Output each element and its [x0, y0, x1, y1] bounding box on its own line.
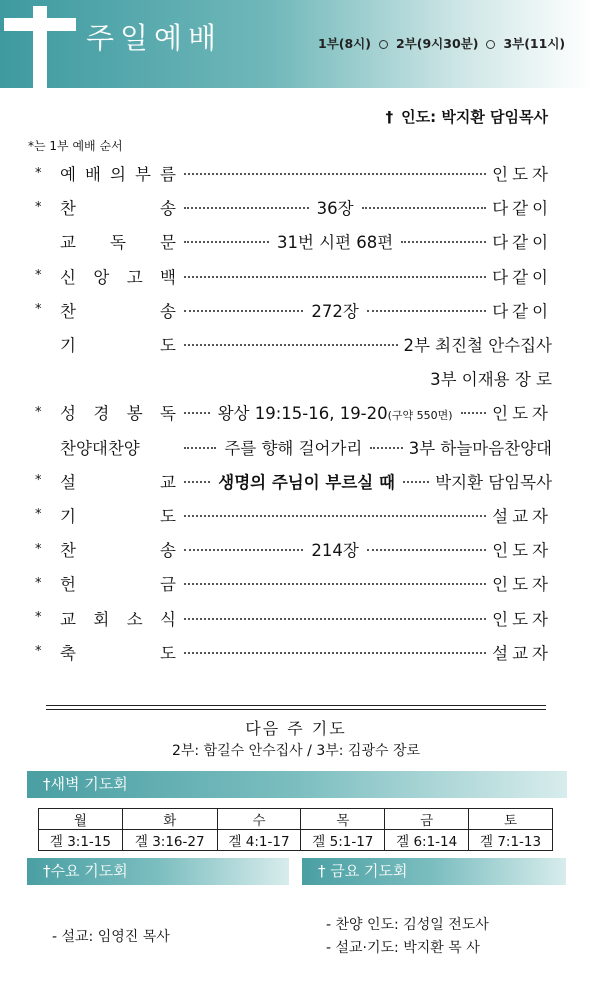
- leader-dots: [184, 276, 486, 278]
- leader-dots: [184, 652, 486, 654]
- order-name: [60, 298, 178, 322]
- order-name-char: 송: [160, 301, 176, 321]
- order-name-char: 도: [160, 506, 176, 526]
- order-name-char: 배: [85, 165, 101, 185]
- friday-sermon-prayer: - 설교·기도: 박지환 목 사: [326, 940, 480, 956]
- order-name-char: 성: [60, 404, 76, 424]
- order-row: [32, 566, 552, 600]
- order-star: *: [35, 541, 42, 557]
- order-person: 인도자: [492, 404, 552, 424]
- order-name-char: 찬: [60, 541, 76, 561]
- order-name-char: 경: [93, 404, 110, 424]
- order-name-char: 봉: [126, 404, 143, 424]
- table-cell-day: 목: [301, 809, 385, 830]
- leader-dots: [184, 447, 216, 449]
- worship-leader-text: 인도: 박지환 담임목사: [401, 108, 548, 126]
- order-name-char: 도: [160, 336, 176, 356]
- order-star: *: [35, 610, 42, 626]
- order-name-char: 문: [160, 233, 176, 253]
- leader-dots: [401, 241, 486, 243]
- circle-separator-icon: [486, 40, 495, 49]
- leader-dots: [184, 412, 210, 414]
- order-person: 2부 최진철 안수집사: [403, 336, 552, 356]
- order-name-char: 신: [60, 267, 76, 287]
- order-extra: 3부 이재용 장 로: [430, 370, 552, 390]
- order-row: [32, 361, 552, 395]
- circle-separator-icon: [379, 40, 388, 49]
- order-star: *: [35, 165, 42, 181]
- wednesday-prayer-header: †수요 기도회: [27, 858, 289, 885]
- order-star: *: [35, 404, 42, 420]
- order-detail-note: (구약 550면): [387, 409, 453, 423]
- leader-dots: [184, 515, 486, 517]
- order-name-char: 회: [93, 609, 110, 629]
- order-row: [32, 498, 552, 532]
- order-star: *: [35, 302, 42, 318]
- order-detail: 214장: [311, 541, 359, 561]
- order-star: *: [35, 507, 42, 523]
- service-time-1: 1부(8시): [318, 36, 371, 51]
- order-row: [32, 190, 552, 224]
- order-name: [60, 469, 178, 493]
- order-name-char: 설: [60, 472, 76, 492]
- order-name-char: 찬: [60, 199, 76, 219]
- dawn-prayer-table: [38, 808, 553, 851]
- order-of-service: [32, 156, 552, 669]
- order-star: *: [35, 644, 42, 660]
- order-person: 다같이: [492, 199, 553, 219]
- order-name: [60, 229, 178, 253]
- leader-dots: [367, 310, 486, 312]
- divider-line: [46, 705, 546, 706]
- order-name-char: 교: [60, 609, 76, 629]
- order-star: *: [35, 268, 42, 284]
- service-times: [318, 34, 565, 52]
- order-name-char: 송: [160, 541, 176, 561]
- order-person: 설교자: [492, 643, 552, 663]
- table-cell-day: 월: [39, 809, 123, 830]
- order-row: [32, 293, 552, 327]
- order-row: [32, 156, 552, 190]
- table-cell-passage: 겔 5:1-17: [301, 830, 385, 851]
- order-row: [32, 327, 552, 361]
- order-person: 인도자: [492, 609, 552, 629]
- order-person: 박지환 담임목사: [435, 472, 553, 492]
- order-row: [32, 430, 552, 464]
- order-star: *: [35, 473, 42, 489]
- order-name-char: 독: [160, 404, 176, 424]
- order-name-char: 독: [110, 233, 126, 253]
- order-person: 인도자: [492, 541, 553, 561]
- order-star: *: [35, 575, 42, 591]
- order-name-char: 찬: [60, 301, 76, 321]
- service-time-2: 2부(9시30분): [395, 36, 479, 51]
- next-prayer-title: 다음 주 기도: [245, 719, 347, 738]
- order-note: *는 1부 예배 순서: [28, 139, 123, 153]
- table-cell-passage: 겔 4:1-17: [217, 830, 301, 851]
- table-cell-day: 금: [385, 809, 469, 830]
- leader-dots: [370, 447, 402, 449]
- order-row: [32, 259, 552, 293]
- order-name-char: 도: [160, 643, 176, 663]
- order-name: [60, 195, 178, 219]
- leader-dots: [184, 241, 269, 243]
- order-person: 인도자: [492, 575, 552, 595]
- friday-praise-leader: - 찬양 인도: 김성일 전도사: [326, 917, 489, 933]
- order-name-char: 름: [160, 165, 176, 185]
- next-prayer-names: 2부: 함길수 안수집사 / 3부: 김광수 장로: [171, 743, 420, 759]
- order-detail: 31번 시편 68편: [276, 233, 394, 253]
- table-cell-passage: 겔 7:1-13: [469, 830, 553, 851]
- leader-dots: [184, 207, 309, 209]
- order-name: [60, 640, 178, 664]
- order-name: [60, 332, 178, 356]
- order-name-char: 예: [60, 165, 76, 185]
- table-row: [39, 830, 553, 851]
- order-detail: 주를 향해 걸어가리: [224, 438, 363, 458]
- leader-dots: [184, 618, 486, 620]
- order-name-char: 소: [126, 609, 143, 629]
- leader-dots: [362, 207, 487, 209]
- table-cell-passage: 겔 3:16-27: [122, 830, 217, 851]
- order-name-char: 기: [60, 336, 76, 356]
- order-name: [60, 571, 178, 595]
- leader-dots: [184, 583, 486, 585]
- order-name: [60, 264, 178, 288]
- dagger-icon: †: [385, 108, 394, 126]
- header-banner: [0, 0, 592, 88]
- leader-dots: [403, 481, 429, 483]
- leader-dots: [461, 412, 487, 414]
- divider-line: [46, 709, 546, 710]
- order-detail: 왕상 19:15-16, 19-20(구약 550면): [217, 404, 453, 424]
- table-cell-passage: 겔 3:1-15: [39, 830, 123, 851]
- order-name-char: 식: [160, 609, 176, 629]
- dawn-prayer-header: †새벽 기도회: [27, 771, 567, 798]
- order-row: [32, 224, 552, 258]
- table-cell-day: 수: [217, 809, 301, 830]
- order-name-char: 송: [160, 199, 176, 219]
- order-name-char: 헌: [60, 575, 76, 595]
- order-name: [60, 606, 178, 630]
- friday-prayer-header: † 금요 기도회: [302, 858, 566, 885]
- leader-dots: [184, 549, 303, 551]
- leader-dots: [184, 481, 210, 483]
- order-name-char: 의: [110, 165, 126, 185]
- order-person: 인도자: [492, 165, 552, 185]
- order-row: [32, 600, 552, 634]
- page-title: 주일예배: [86, 21, 223, 55]
- cross-icon-bar: [4, 18, 76, 31]
- order-name-char: 앙: [93, 267, 110, 287]
- order-row: [32, 395, 552, 429]
- table-row: [39, 809, 553, 830]
- table-cell-day: 화: [122, 809, 217, 830]
- order-name-char: 찬양대찬양: [60, 438, 140, 458]
- order-person: 다같이: [492, 233, 553, 253]
- order-name-char: 부: [135, 165, 151, 185]
- order-row: [32, 635, 552, 669]
- order-name-char: 축: [60, 643, 76, 663]
- order-person: 다같이: [492, 267, 552, 287]
- order-name-char: 기: [60, 506, 76, 526]
- order-name: [60, 161, 178, 185]
- leader-dots: [184, 173, 486, 175]
- leader-dots: [367, 549, 486, 551]
- order-person: 설교자: [492, 506, 552, 526]
- order-name: [60, 503, 178, 527]
- service-time-3: 3부(11시): [503, 36, 566, 51]
- order-row: [32, 464, 552, 498]
- order-detail: 36장: [316, 199, 354, 219]
- order-name-char: 고: [126, 267, 143, 287]
- order-name-char: 금: [160, 575, 176, 595]
- order-row: [32, 532, 552, 566]
- order-name: [60, 400, 178, 424]
- worship-leader: [386, 106, 548, 127]
- leader-dots: [184, 344, 398, 346]
- table-cell-day: 토: [469, 809, 553, 830]
- table-cell-passage: 겔 6:1-14: [385, 830, 469, 851]
- order-person: 다같이: [492, 301, 553, 321]
- order-detail: 생명의 주님이 부르실 때: [218, 472, 395, 492]
- order-person: 3부 하늘마음찬양대: [408, 438, 552, 458]
- order-name: [60, 537, 178, 561]
- order-detail: 272장: [311, 301, 359, 321]
- wednesday-sermon: - 설교: 임영진 목사: [52, 929, 170, 945]
- order-name: [60, 435, 178, 459]
- leader-dots: [184, 310, 303, 312]
- order-name-char: 백: [160, 267, 176, 287]
- order-name-char: 교: [60, 233, 76, 253]
- order-star: *: [35, 199, 42, 215]
- order-name-char: 교: [160, 472, 176, 492]
